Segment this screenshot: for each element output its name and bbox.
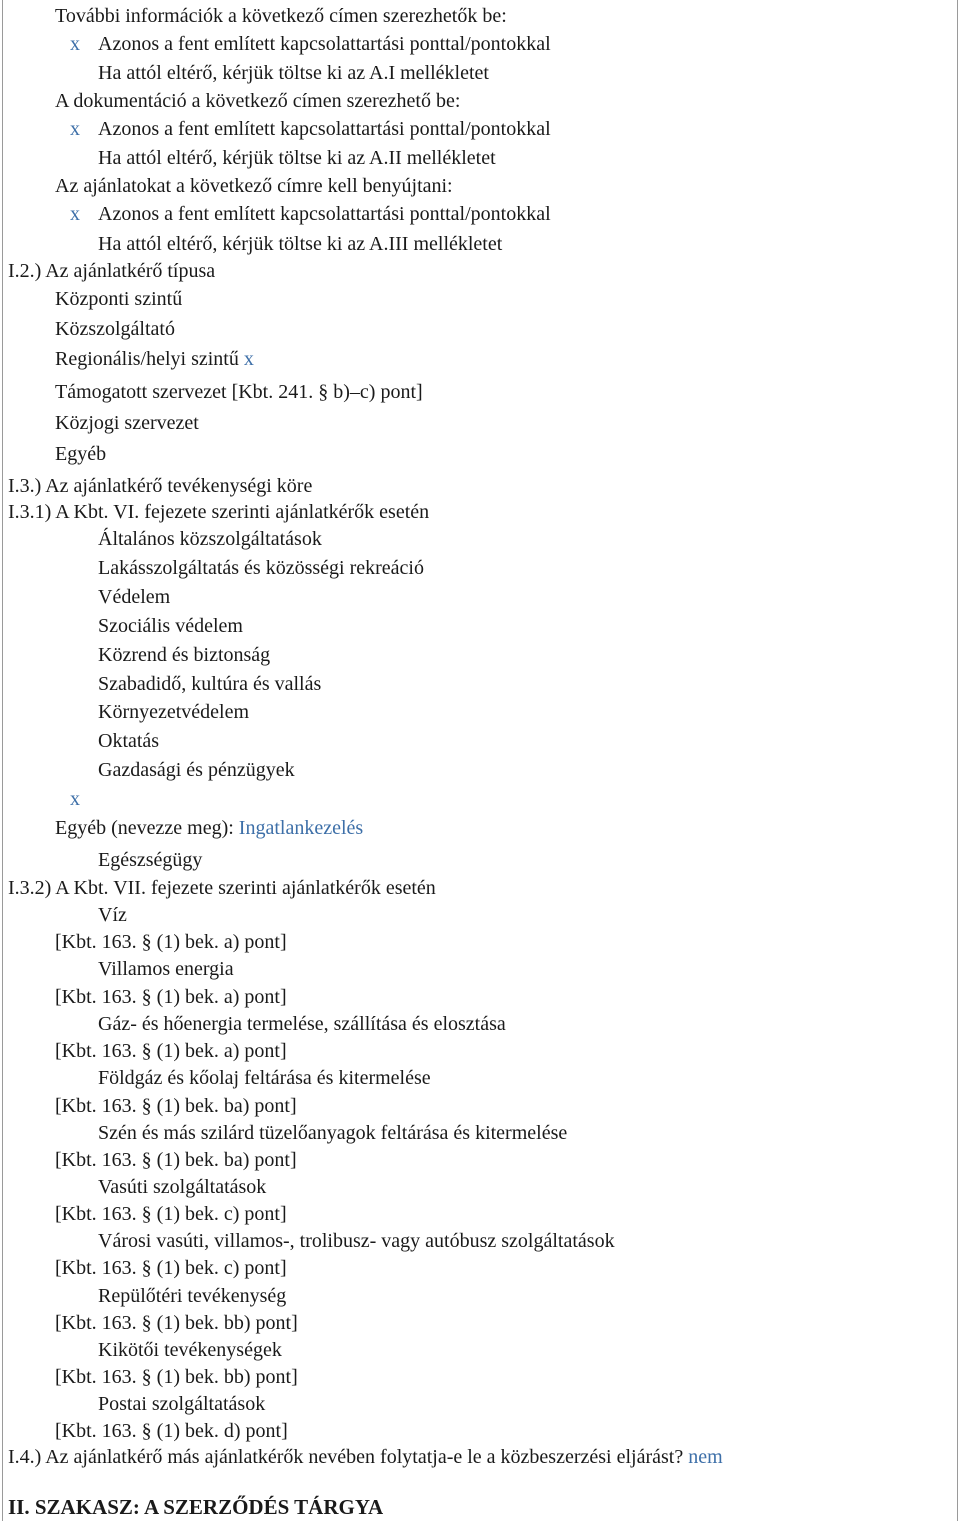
section-title xyxy=(8,1495,383,1519)
document-line xyxy=(55,287,182,311)
document-line xyxy=(55,347,254,371)
line-text: Általános közszolgáltatások xyxy=(98,528,322,550)
document-line xyxy=(98,700,249,724)
document-line xyxy=(98,527,322,551)
document-line xyxy=(98,903,127,927)
document-line xyxy=(55,1365,298,1389)
line-text: Egyéb xyxy=(55,443,107,465)
document-line xyxy=(98,1012,506,1036)
line-text: Regionális/helyi szintű xyxy=(55,348,239,370)
line-text: Ha attól eltérő, kérjük töltse ki az A.II mellékletet xyxy=(98,147,496,169)
line-text: Közszolgáltató xyxy=(55,318,175,340)
document-line xyxy=(55,174,453,198)
document-line xyxy=(55,442,106,466)
document-line xyxy=(98,643,270,667)
document-line xyxy=(55,1148,297,1172)
document-line xyxy=(98,556,424,580)
line-text: [Kbt. 163. § (1) bek. a) pont] xyxy=(55,1040,287,1062)
answer-value: Ingatlankezelés xyxy=(238,817,364,839)
page-border-right xyxy=(957,0,958,1521)
document-line xyxy=(98,1338,282,1362)
document-line xyxy=(8,474,312,498)
line-text: II. SZAKASZ: A SZERZŐDÉS TÁRGYA xyxy=(8,1495,384,1519)
line-text: I.3.) Az ajánlatkérő tevékenységi köre xyxy=(8,475,313,497)
document-line xyxy=(55,1311,298,1335)
line-text: Oktatás xyxy=(98,730,160,752)
line-text: Közjogi szervezet xyxy=(55,412,199,434)
document-line xyxy=(98,1229,615,1253)
document-line xyxy=(98,1175,266,1199)
document-line xyxy=(98,232,502,256)
line-text: Azonos a fent említett kapcsolattartási ponttal/pontokkal xyxy=(98,203,551,225)
line-text: I.4.) Az ajánlatkérő más ajánlatkérők nevében folytatja-e le a közbeszerzési eljárást? xyxy=(8,1446,684,1468)
line-text: Földgáz és kőolaj feltárása és kitermelése xyxy=(98,1067,431,1089)
document-line xyxy=(70,202,551,226)
line-text: Ha attól eltérő, kérjük töltse ki az A.I mellékletet xyxy=(98,62,489,84)
line-text: [Kbt. 163. § (1) bek. bb) pont] xyxy=(55,1312,298,1334)
document-line xyxy=(98,848,202,872)
line-text: Környezetvédelem xyxy=(98,701,250,723)
document-line xyxy=(55,1202,287,1226)
check-mark: x xyxy=(70,118,80,140)
line-text: [Kbt. 163. § (1) bek. a) pont] xyxy=(55,986,287,1008)
line-text: Lakásszolgáltatás és közösségi rekreáció xyxy=(98,557,424,579)
check-mark: x xyxy=(70,788,80,810)
document-line xyxy=(55,1419,288,1443)
line-text: [Kbt. 163. § (1) bek. bb) pont] xyxy=(55,1366,298,1388)
document-line xyxy=(55,317,175,341)
document-line xyxy=(98,614,243,638)
document-line xyxy=(98,61,489,85)
document-line xyxy=(8,876,436,900)
line-text: A dokumentáció a következő címen szerezhető be: xyxy=(55,90,461,112)
document-line xyxy=(70,32,551,56)
document-line xyxy=(55,930,287,954)
document-line xyxy=(98,1284,286,1308)
document-line xyxy=(55,816,363,840)
document-line xyxy=(55,380,423,404)
line-text: Védelem xyxy=(98,586,171,608)
page-border-left xyxy=(2,0,3,1521)
line-text: Támogatott szervezet [Kbt. 241. § b)–c) pont] xyxy=(55,381,423,403)
line-text: Kikötői tevékenységek xyxy=(98,1339,282,1361)
document-line xyxy=(55,1039,287,1063)
document-line xyxy=(98,758,295,782)
document-line xyxy=(98,585,170,609)
document-line xyxy=(98,729,159,753)
document-line xyxy=(70,787,80,811)
line-text: Azonos a fent említett kapcsolattartási ponttal/pontokkal xyxy=(98,118,551,140)
answer-value: nem xyxy=(688,1446,723,1468)
line-text: Szabadidő, kultúra és vallás xyxy=(98,673,322,695)
line-text: Villamos energia xyxy=(98,958,234,980)
document-line xyxy=(98,672,321,696)
line-text: Postai szolgáltatások xyxy=(98,1393,266,1415)
document-line xyxy=(98,146,496,170)
line-text: Szociális védelem xyxy=(98,615,243,637)
document-line xyxy=(8,500,429,524)
document-line xyxy=(98,1392,265,1416)
line-text: Vasúti szolgáltatások xyxy=(98,1176,267,1198)
line-text: Szén és más szilárd tüzelőanyagok feltárása és kitermelése xyxy=(98,1122,568,1144)
line-text: Gazdasági és pénzügyek xyxy=(98,759,295,781)
line-text: [Kbt. 163. § (1) bek. c) pont] xyxy=(55,1203,287,1225)
document-line xyxy=(98,1121,567,1145)
check-mark: x xyxy=(238,348,254,370)
line-text: Az ajánlatokat a következő címre kell benyújtani: xyxy=(55,175,453,197)
document-line xyxy=(98,957,234,981)
line-text: Egyéb (nevezze meg): xyxy=(55,817,234,839)
document-line xyxy=(55,4,507,28)
line-text: Közrend és biztonság xyxy=(98,644,271,666)
document-line xyxy=(55,1256,287,1280)
line-text: [Kbt. 163. § (1) bek. ba) pont] xyxy=(55,1149,297,1171)
line-text: Azonos a fent említett kapcsolattartási ponttal/pontokkal xyxy=(98,33,551,55)
line-text: [Kbt. 163. § (1) bek. ba) pont] xyxy=(55,1095,297,1117)
line-text: I.2.) Az ajánlatkérő típusa xyxy=(8,260,216,282)
document-line xyxy=(55,89,460,113)
line-text: I.3.1) A Kbt. VI. fejezete szerinti ajánlatkérők esetén xyxy=(8,501,430,523)
document-line xyxy=(8,259,215,283)
document-line xyxy=(55,411,199,435)
line-text: Egészségügy xyxy=(98,849,203,871)
line-text: I.3.2) A Kbt. VII. fejezete szerinti ajánlatkérők esetén xyxy=(8,877,436,899)
document-line xyxy=(55,1094,297,1118)
line-text: Repülőtéri tevékenység xyxy=(98,1285,287,1307)
line-text: Gáz- és hőenergia termelése, szállítása és elosztása xyxy=(98,1013,506,1035)
line-text: Víz xyxy=(98,904,127,926)
document-line xyxy=(55,985,287,1009)
line-text: Központi szintű xyxy=(55,288,183,310)
line-text: [Kbt. 163. § (1) bek. a) pont] xyxy=(55,931,287,953)
line-text: Ha attól eltérő, kérjük töltse ki az A.III mellékletet xyxy=(98,233,503,255)
line-text: További információk a következő címen szerezhetők be: xyxy=(55,5,507,27)
line-text: [Kbt. 163. § (1) bek. c) pont] xyxy=(55,1257,287,1279)
line-text: [Kbt. 163. § (1) bek. d) pont] xyxy=(55,1420,288,1442)
check-mark: x xyxy=(70,33,80,55)
document-line xyxy=(8,1445,723,1469)
check-mark: x xyxy=(70,203,80,225)
document-line xyxy=(70,117,551,141)
line-text: Városi vasúti, villamos-, trolibusz- vagy autóbusz szolgáltatások xyxy=(98,1230,615,1252)
document-line xyxy=(98,1066,431,1090)
